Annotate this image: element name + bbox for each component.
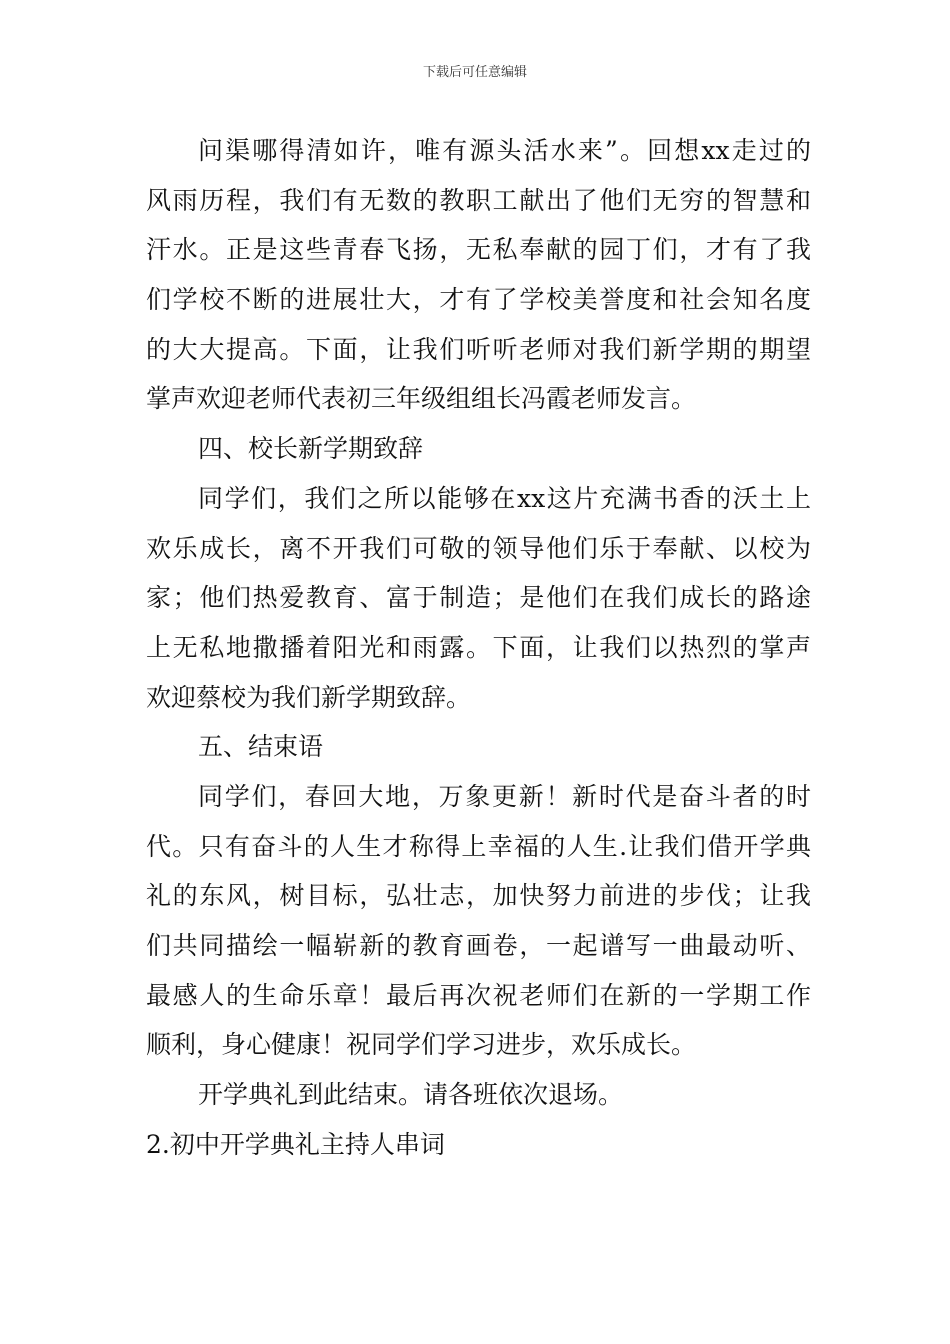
document-body bbox=[146, 126, 811, 1169]
paragraph-line: 代。只有奋斗的人生才称得上幸福的人生.让我们借开学典 bbox=[146, 831, 811, 861]
paragraph-line: 最感人的生命乐章！最后再次祝老师们在新的一学期工作 bbox=[146, 980, 811, 1010]
paragraph-line: 风雨历程，我们有无数的教职工献出了他们无穷的智慧和 bbox=[146, 185, 811, 215]
paragraph-line: 上无私地撒播着阳光和雨露。下面，让我们以热烈的掌声 bbox=[146, 632, 811, 662]
page-header: 下载后可任意编辑 bbox=[422, 65, 527, 80]
paragraph-line: 同学们，春回大地，万象更新！新时代是奋斗者的时 bbox=[198, 781, 811, 811]
paragraph-line: 同学们，我们之所以能够在xx这片充满书香的沃土上 bbox=[198, 483, 811, 513]
closing-line: 开学典礼到此结束。请各班依次退场。 bbox=[198, 1080, 624, 1110]
paragraph-line: 掌声欢迎老师代表初三年级组组长冯霞老师发言。 bbox=[146, 384, 697, 414]
paragraph-line: 欢乐成长，离不开我们可敬的领导他们乐于奉献、以校为 bbox=[146, 533, 811, 563]
paragraph-line: 顺利，身心健康！祝同学们学习进步，欢乐成长。 bbox=[146, 1030, 697, 1060]
paragraph-line: 问渠哪得清如许，唯有源头活水来”。回想xx走过的 bbox=[198, 136, 811, 165]
section-heading-5: 五、结束语 bbox=[198, 732, 324, 762]
paragraph-line: 们学校不断的进展壮大，才有了学校美誉度和社会知名度 bbox=[146, 285, 811, 315]
paragraph-line: 们共同描绘一幅崭新的教育画卷，一起谱写一曲最动听、 bbox=[146, 931, 811, 960]
paragraph-line: 家；他们热爱教育、富于制造；是他们在我们成长的路途 bbox=[146, 583, 811, 613]
paragraph-line: 欢迎蔡校为我们新学期致辞。 bbox=[146, 682, 472, 712]
paragraph-line: 汗水。正是这些青春飞扬，无私奉献的园丁们，才有了我 bbox=[146, 235, 811, 265]
paragraph-line: 的大大提高。下面，让我们听听老师对我们新学期的期望 bbox=[146, 334, 811, 364]
section-heading-4: 四、校长新学期致辞 bbox=[198, 434, 424, 464]
paragraph-line: 礼的东风，树目标，弘壮志，加快努力前进的步伐；让我 bbox=[146, 881, 811, 911]
section-2-title: 2.初中开学典礼主持人串词 bbox=[146, 1129, 445, 1159]
